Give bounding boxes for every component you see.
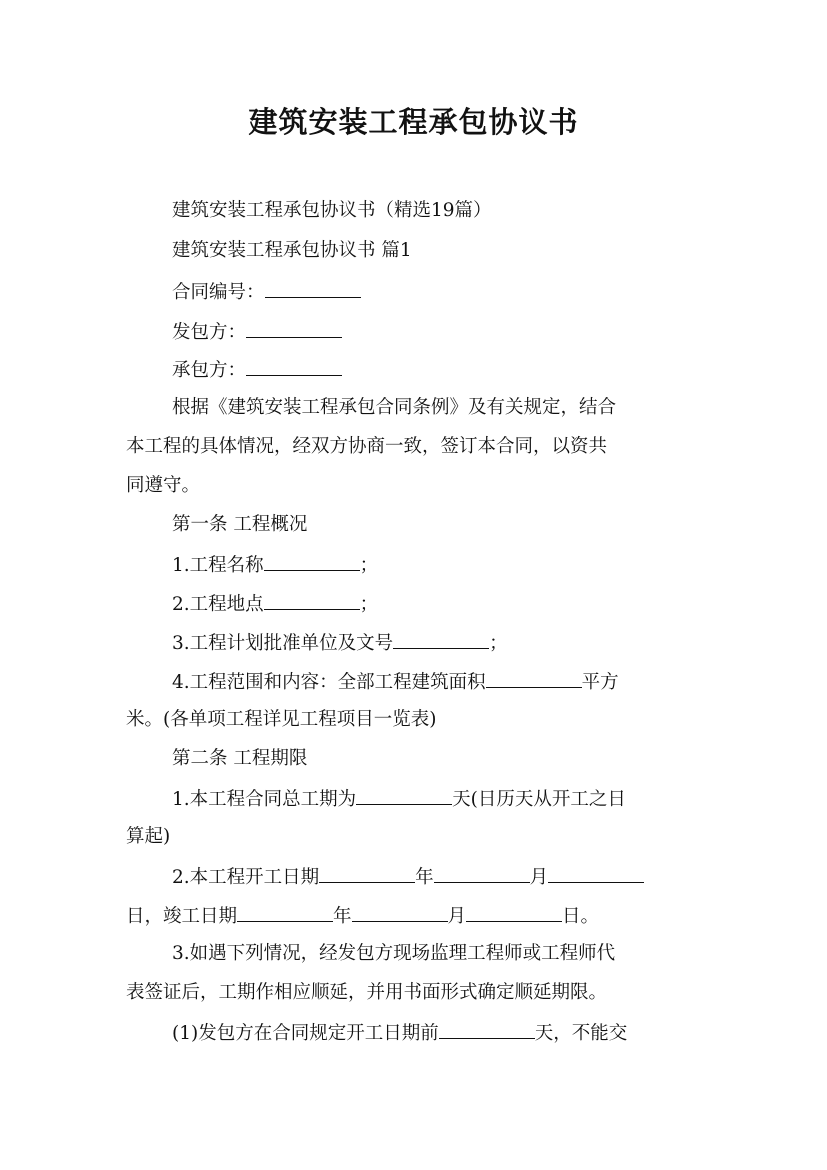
employer-line [172,320,342,344]
clause-text: 2.本工程开工日期 [172,867,320,888]
end-month-blank [352,904,448,922]
area-blank [486,670,582,688]
contract-number-line [172,280,361,304]
contract-number-label: 合同编号： [172,282,265,303]
clause-text: ； [359,594,379,615]
end-day-blank [466,904,562,922]
clause-line [172,631,508,655]
section-heading: 建筑安装工程承包协议书 篇1 [172,240,412,261]
contractor-blank [246,358,342,376]
clause-text: 4.工程范围和内容：全部工程建筑面积 [172,672,486,693]
clause-text: 3.工程计划批准单位及文号 [172,633,394,654]
clause-text: 日。 [562,906,600,927]
clause-line: 米。(各单项工程详见工程项目一览表) [126,709,437,730]
clause-text: 年 [333,906,352,927]
project-name-blank [264,553,360,571]
contractor-line [172,358,342,382]
project-location-blank [264,592,360,610]
clause-text: 2.工程地点 [172,594,264,615]
clause-text: 平方 [581,672,619,693]
clause-text: 1.本工程合同总工期为 [172,789,357,810]
employer-label: 发包方： [172,322,247,343]
duration-blank [356,787,452,805]
clause-line [172,592,378,616]
clause-text: (1)发包方在合同规定开工日期前 [172,1023,439,1044]
clause-text: 日，竣工日期 [126,906,238,927]
paragraph-line: 本工程的具体情况，经双方协商一致，签订本合同，以资共 [126,436,608,457]
article-heading: 第一条 工程概况 [172,514,308,535]
clause-text: ； [489,633,508,654]
clause-text: 天，不能交 [534,1023,628,1044]
clause-line [172,670,619,694]
contract-number-blank [265,280,361,298]
clause-line: 表签证后，工期作相应顺延，并用书面形式确定顺延期限。 [126,982,608,1003]
subtitle-line: 建筑安装工程承包协议书（精选19篇） [172,200,492,221]
clause-line: 3.如遇下列情况，经发包方现场监理工程师或工程师代 [172,943,616,964]
clause-text: 月 [447,906,467,927]
end-year-blank [237,904,333,922]
clause-text: ； [359,555,379,576]
clause-line [172,553,378,577]
clause-line [172,787,626,811]
paragraph-line: 同遵守。 [126,475,201,496]
clause-text: 1.工程名称 [172,555,264,576]
start-month-blank [434,865,530,883]
clause-text: 天(日历天从开工之日 [452,789,626,810]
employer-blank [246,320,342,338]
contractor-label: 承包方： [172,360,247,381]
paragraph-line: 根据《建筑安装工程承包合同条例》及有关规定，结合 [172,397,617,418]
days-before-blank [439,1021,535,1039]
clause-text: 月 [529,867,549,888]
document-title: 建筑安装工程承包协议书 [248,105,579,139]
clause-line [172,865,644,889]
start-day-blank [548,865,644,883]
clause-line: 算起) [126,826,171,847]
clause-line [172,1021,627,1045]
approval-number-blank [393,631,489,649]
clause-line [126,904,599,928]
start-year-blank [319,865,415,883]
clause-text: 年 [415,867,434,888]
article-heading: 第二条 工程期限 [172,748,308,769]
